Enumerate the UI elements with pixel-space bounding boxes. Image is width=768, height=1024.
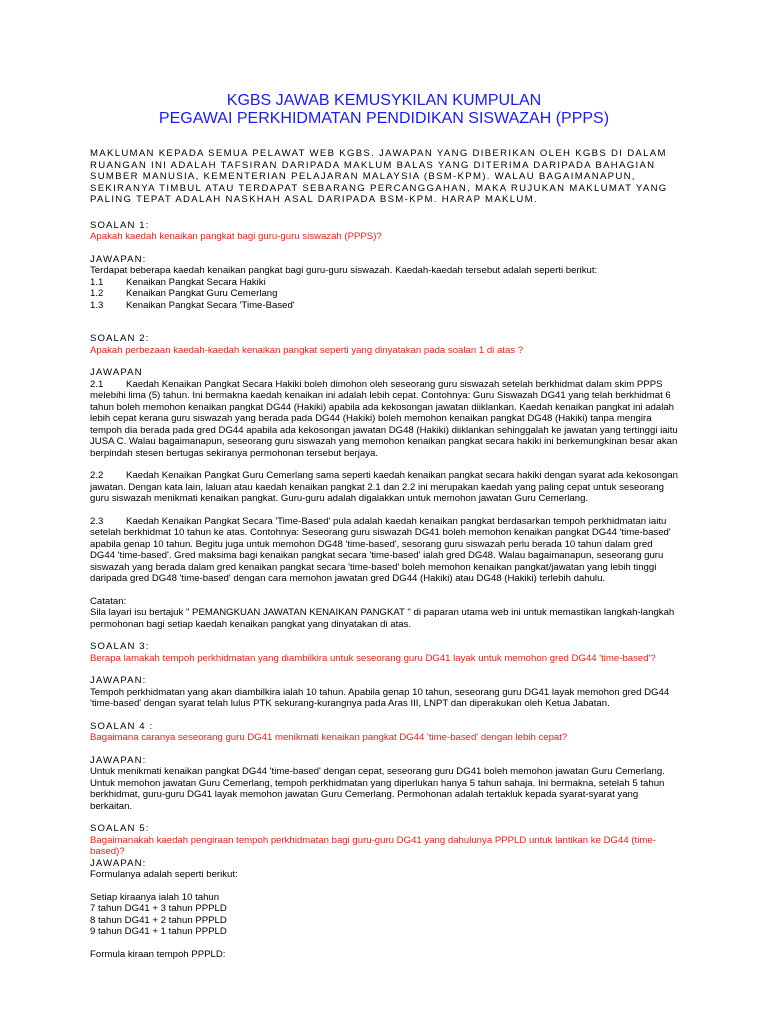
question-1-section	[90, 220, 678, 312]
question-4-section	[90, 721, 678, 813]
question-3-text: Berapa lamakah tempoh perkhidmatan yang diambilkira untuk seseorang guru DG41 layak untuk memohon gred DG44 'time-based'?	[90, 652, 656, 664]
question-1-text: Apakah kaedah kenaikan pangkat bagi guru-guru siswazah (PPPS)?	[90, 231, 382, 242]
paragraph-number: 2.2	[90, 470, 104, 481]
paragraph-text: Kaedah Kenaikan Pangkat Secara Hakiki boleh dimohon oleh seseorang guru siswazah setelah berkhidmat dalam skim PPPS melebihi lima (5) tahun. Ini bermakna kaedah kenaikan ini adalah lebih cepat. Contohnya: Guru Siswazah DG41 yang telah berkhidmat 6 tahun boleh memohon kenaikan pangkat DG44 (Hakiki) apabila ada kekosongan jawatan diiklankan. Kaedah kenaikan pangkat ini adalah lebih cepat kerana guru siswazah yang berada pada DG44 (Hakiki) boleh memohon kenaikan pangkat DG48 (Hakiki) tanpa mengira tempoh dia berada pada gred DG44 apabila ada kekosongan jawatan DG48 (Hakiki) diiklankan sehinggalah ke jawatan yang tertinggi iaitu JUSA C. Walau bagaimanapun, seseorang guru siswazah yang memohon kenaikan pangkat secara hakiki ini berkemungkinan besar akan berpindah stesen bertugas sekiranya permohonan tersebut berjaya.	[90, 378, 678, 459]
question-1-label: SOALAN 1:	[90, 219, 150, 231]
question-2-text: Apakah perbezaan kaedah-kaedah kenaikan pangkat seperti yang dinyatakan pada soalan 1 di atas ?	[90, 344, 524, 356]
formula-line: Setiap kiraanya ialah 10 tahun	[90, 891, 220, 903]
question-4-text: Bagaimana caranya seseorang guru DG41 menikmati kenaikan pangkat DG44 'time-based' dengan lebih cepat?	[90, 732, 568, 743]
answer-2-paragraph-2	[90, 470, 678, 505]
answer-3-text: Tempoh perkhidmatan yang akan diambilkira ialah 10 tahun. Apabila genap 10 tahun, seseorang guru DG41 layak memohon gred DG44 'time-based' dengan syarat telah lulus PTK sekurang-kurangnya pada Aras III, LNPT dan diperakukan oleh Ketua Jabatan.	[90, 686, 670, 709]
formula-line: 7 tahun DG41 + 3 tahun PPPLD	[90, 903, 227, 914]
formula-label: Formula kiraan tempoh PPPLD:	[90, 948, 226, 960]
answer-4-text: Untuk menikmati kenaikan pangkat DG44 'time-based' dengan cepat, seseorang guru DG41 boleh memohon jawatan Guru Cemerlang. Untuk memohon jawatan Guru Cemerlang, tempoh perkhidmatan yang diperlukan hanya 5 tahun sahaja. Ini bermakna, setelah 5 tahun berkhidmat, guru-guru DG41 layak memohon jawatan Guru Cemerlang. Permohonan adalah tertakluk kepada syarat-syarat yang berkaitan.	[90, 766, 665, 812]
list-item-number: 1.3	[90, 299, 104, 311]
question-2-section	[90, 333, 678, 630]
note-label: Catatan:	[90, 595, 127, 607]
list-item-number: 1.2	[90, 288, 104, 299]
paragraph-number: 2.1	[90, 378, 104, 390]
answer-5-label: JAWAPAN:	[90, 857, 147, 869]
page-title-line1: KGBS JAWAB KEMUSYKILAN KUMPULAN	[226, 92, 542, 109]
answer-3-label: JAWAPAN:	[90, 675, 147, 686]
list-item	[90, 277, 678, 289]
question-5-section	[90, 823, 678, 960]
paragraph-text: Kaedah Kenaikan Pangkat Guru Cemerlang sama seperti kaedah kenaikan pangkat secara hakiki dengan syarat ada kekosongan jawatan. Dengan kata lain, laluan atau kaedah kenaikan pangkat 2.1 dan 2.2 ini merupakan kaedah yang paling cepat untuk seseorang guru siswazah menikmati kenaikan pangkat. Guru-guru adalah digalakkan untuk memohon jawatan Guru Cemerlang.	[90, 470, 679, 504]
question-5-text: Bagaimanakah kaedah pengiraan tempoh perkhidmatan bagi guru-guru DG41 yang dahulunya PPPLD untuk lantikan ke DG44 (time-based)?	[90, 834, 656, 857]
answer-4-label: JAWAPAN:	[90, 754, 147, 766]
answer-2-paragraph-3	[90, 516, 678, 585]
answer-1-label: JAWAPAN:	[90, 253, 147, 265]
list-item-text: Kenaikan Pangkat Secara 'Time-Based'	[126, 299, 295, 311]
list-item-text: Kenaikan Pangkat Guru Cemerlang	[126, 288, 278, 299]
list-item	[90, 288, 678, 300]
question-5-label: SOALAN 5:	[90, 823, 150, 834]
list-item-number: 1.1	[90, 276, 104, 288]
list-item	[90, 300, 678, 312]
question-2-label: SOALAN 2:	[90, 333, 150, 344]
list-item-text: Kenaikan Pangkat Secara Hakiki	[126, 276, 266, 288]
question-4-label: SOALAN 4 :	[90, 720, 154, 732]
answer-2-paragraph-1	[90, 379, 678, 460]
question-3-label: SOALAN 3:	[90, 641, 150, 652]
formula-line: 9 tahun DG41 + 1 tahun PPPLD	[90, 926, 227, 937]
answer-5-intro: Formulanya adalah seperti berikut:	[90, 869, 238, 880]
answer-1-intro: Terdapat beberapa kaedah kenaikan pangkat bagi guru-guru siswazah. Kaedah-kaedah tersebut adalah seperti berikut:	[90, 265, 598, 276]
note-text: Sila layari isu bertajuk " PEMANGKUAN JAWATAN KENAIKAN PANGKAT " di paparan utama web ini untuk memastikan langkah-langkah permohonan bagi setiap kaedah kenaikan pangkat yang dinyatakan di atas.	[90, 607, 675, 630]
answer-2-label: JAWAPAN	[90, 367, 143, 378]
page-title-line2: PEGAWAI PERKHIDMATAN PENDIDIKAN SISWAZAH (PPPS)	[158, 110, 610, 127]
formula-line: 8 tahun DG41 + 2 tahun PPPLD	[90, 914, 227, 926]
paragraph-text: Kaedah Kenaikan Pangkat Secara 'Time-Based' pula adalah kaedah kenaikan pangkat berdasarkan tempoh perkhidmatan iaitu setelah berkhidmat 10 tahun ke atas. Contohnya: Seseorang guru siswazah DG41 boleh memohon kenaikan pangkat DG44 'time-based' apabila genap 10 tahun. Begitu juga untuk memohon DG48 'time-based', sesorang guru siswazah perlu berada 10 tahun dalam gred DG44 'time-based'. Gred maksima bagi kenaikan pangkat secara 'time-based' ialah gred DG48. Walau bagaimanapun, seseorang guru siswazah yang berada dalam gred kenaikan pangkat secara 'time-based' boleh memohon kenaikan pangkat/jawatan yang lebih tinggi daripada gred DG48 'time-based' dengan cara memohon jawatan gred DG44 (Hakiki) atau DG48 (Hakiki) terlebih dahulu.	[90, 515, 671, 584]
question-3-section	[90, 641, 678, 710]
intro-notice: MAKLUMAN KEPADA SEMUA PELAWAT WEB KGBS. JAWAPAN YANG DIBERIKAN OLEH KGBS DI DALAM RUANGAN INI ADALAH TAFSIRAN DARIPADA MAKLUM BALAS YANG DITERIMA DARIPADA BAHAGIAN SUMBER MANUSIA, KEMENTERIAN PELAJARAN MALAYSIA (BSM-KPM). WALAU BAGAIMANAPUN, SEKIRANYA TIMBUL ATAU TERDAPAT SEBARANG PERCANGGAHAN, MAKA RUJUKAN MAKLUMAT YANG PALING TEPAT ADALAH NASKHAH ASAL DARIPADA BSM-KPM. HARAP MAKLUM.	[90, 148, 668, 205]
paragraph-number: 2.3	[90, 515, 104, 527]
